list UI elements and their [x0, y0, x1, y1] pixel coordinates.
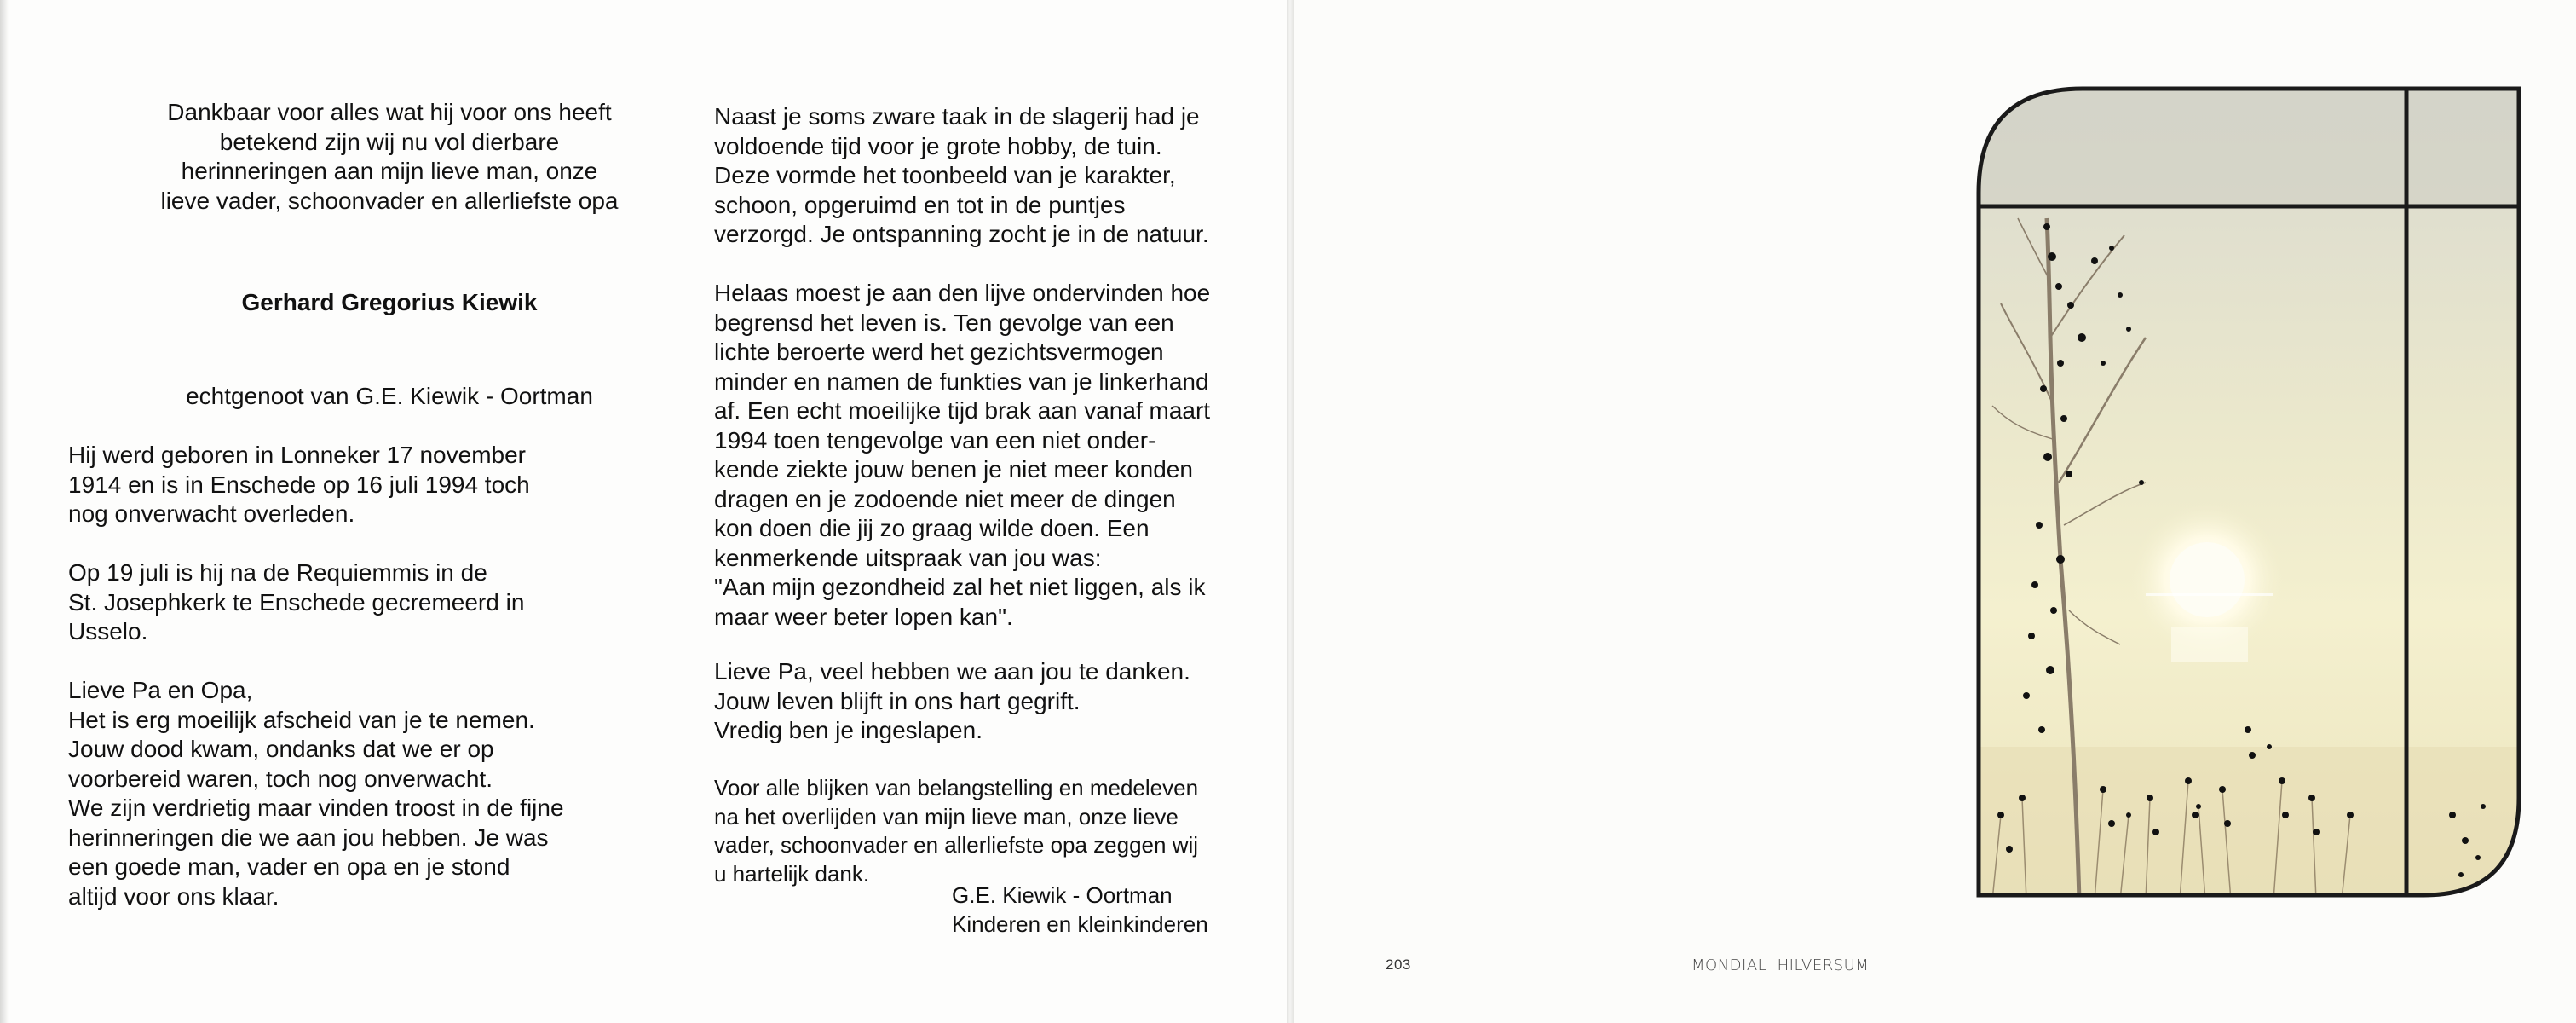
publisher-imprint: MONDIAL HILVERSUM — [1691, 957, 1870, 974]
hobby-text: Naast je soms zware taak in de slagerij had je voldoende tijd voor je grote hobby, de tuin. Deze vormde het toonbeeld van je karakter, schoon, opgeruimd en tot in de puntjes verzorgd. Je ontspanning zocht je in de natuur. — [714, 103, 1209, 247]
spouse-line: echtgenoot van G.E. Kiewik - Oortman — [186, 383, 593, 409]
upper-pane — [1975, 82, 2526, 206]
sun — [2170, 542, 2245, 617]
birth-death-text: Hij werd geboren in Lonneker 17 november 1914 en is in Enschede op 16 juli 1994 toch nog onverwacht overleden. — [68, 442, 530, 527]
signature-text: G.E. Kiewik - Oortman Kinderen en kleinkinderen — [952, 882, 1208, 937]
gratitude-text: Voor alle blijken van belangstelling en medeleven na het overlijden van mijn lieve man, onze lieve vader, schoonvader en allerliefste opa zeggen wij u hartelijk dank. — [714, 775, 1199, 887]
intro-text: Dankbaar voor alles wat hij voor ons heeft betekend zijn wij nu vol dierbare herinneringen aan mijn lieve man, onze lieve vader, schoonvader en allerliefste opa — [160, 99, 619, 214]
window-sunset-illustration — [1975, 82, 2526, 900]
thanks-text: Lieve Pa, veel hebben we aan jou te danken. Jouw leven blijft in ons hart gegrift. Vredig ben je ingeslapen. — [714, 658, 1190, 743]
page-edge-shadow — [0, 0, 9, 1023]
illness-text: Helaas moest je aan den lijve ondervinden hoe begrensd het leven is. Ten gevolge van een lichte beroerte werd het gezichtsvermogen minder en namen de funkties van je linkerhand af. Een echt moeilijke tijd brak aan vanaf maart 1994 toen tengevolge van een niet onder- kende ziekte jouw benen je niet meer konden dragen en je zodoende niet meer de dingen kon doen die jij zo graag wilde doen. Een kenmerkende uitspraak van jou was: "Aan mijn gezondheid zal het niet liggen, als ik maar weer beter lopen kan". — [714, 280, 1211, 630]
farewell-text: Lieve Pa en Opa, Het is erg moeilijk afscheid van je te nemen. Jouw dood kwam, ondanks dat we er op voorbereid waren, toch nog onverwacht. We zijn verdrietig maar vinden troost in de fijne herinneringen die we aan jou hebben. Je was een goede man, vader en opa en je stond altijd voor ons klaar. — [68, 677, 564, 910]
card-number: 203 — [1386, 957, 1411, 973]
sun-reflection — [2171, 627, 2248, 662]
deceased-name: Gerhard Gregorius Kiewik — [241, 289, 538, 315]
cremation-text: Op 19 juli is hij na de Requiemmis in de St. Josephkerk te Enschede gecremeerd in Usselo. — [68, 559, 525, 644]
